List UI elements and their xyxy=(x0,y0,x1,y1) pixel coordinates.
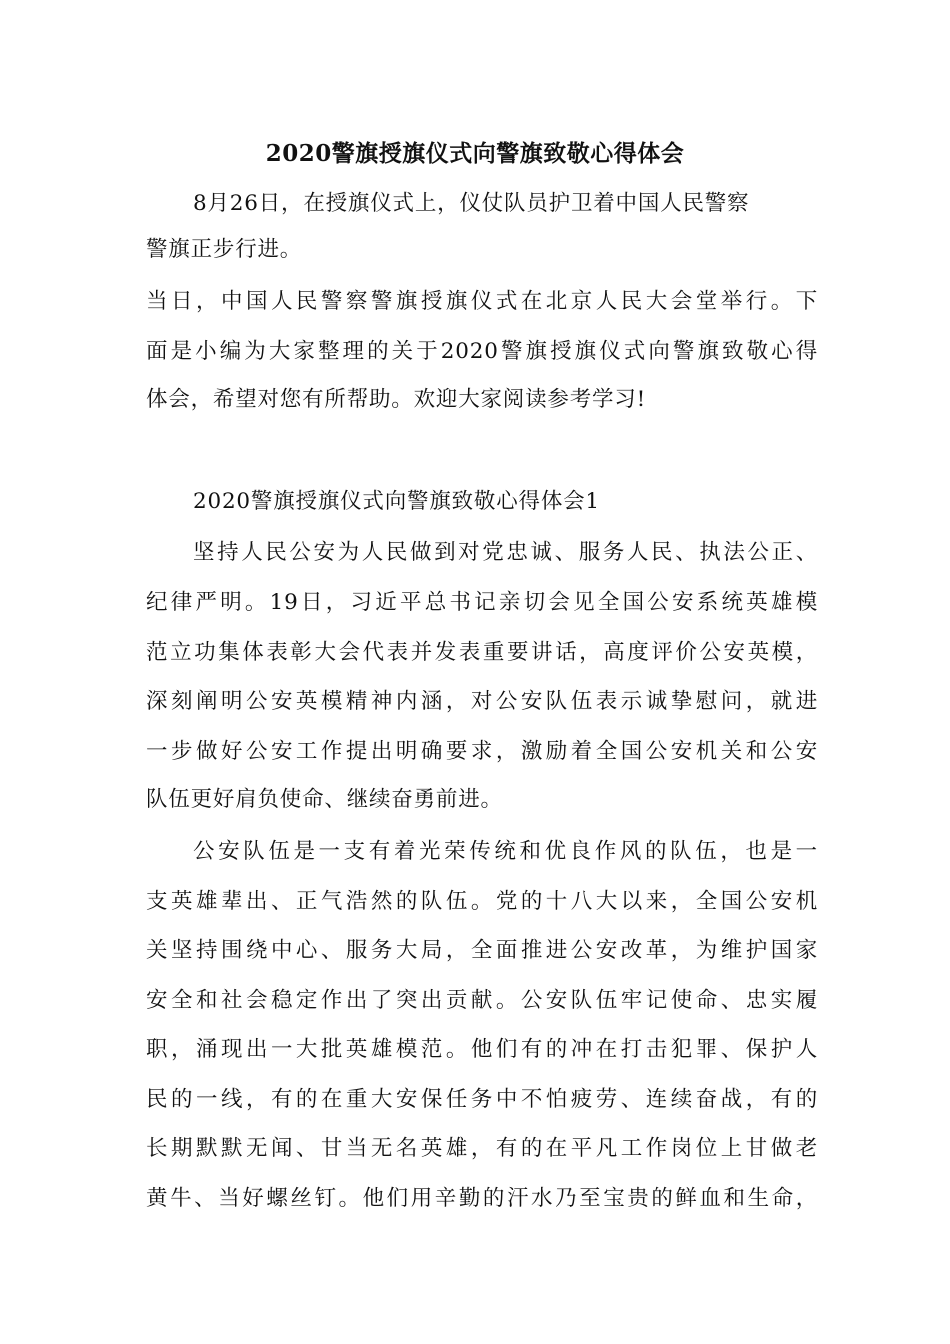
paragraph-line: 关坚持围绕中心、服务大局，全面推进公安改革，为维护国家 xyxy=(146,938,818,963)
intro-line: 8月26日，在授旗仪式上，仪仗队员护卫着中国人民警察 xyxy=(193,191,750,216)
paragraph-line: 范立功集体表彰大会代表并发表重要讲话，高度评价公安英模， xyxy=(146,640,818,665)
intro-line: 体会，希望对您有所帮助。欢迎大家阅读参考学习! xyxy=(146,387,647,412)
paragraph-line: 民的一线，有的在重大安保任务中不怕疲劳、连续奋战，有的 xyxy=(146,1087,818,1112)
paragraph-line: 安全和社会稳定作出了突出贡献。公安队伍牢记使命、忠实履 xyxy=(146,988,818,1013)
intro-line: 面是小编为大家整理的关于2020警旗授旗仪式向警旗致敬心得 xyxy=(146,339,818,364)
paragraph-line: 纪律严明。19日，习近平总书记亲切会见全国公安系统英雄模 xyxy=(146,590,818,615)
paragraph-line: 队伍更好肩负使命、继续奋勇前进。 xyxy=(146,787,503,812)
paragraph-line: 职，涌现出一大批英雄模范。他们有的冲在打击犯罪、保护人 xyxy=(146,1037,818,1062)
intro-line: 警旗正步行进。 xyxy=(146,237,303,262)
document-title: 2020警旗授旗仪式向警旗致敬心得体会 xyxy=(265,140,685,167)
paragraph-line: 一步做好公安工作提出明确要求，激励着全国公安机关和公安 xyxy=(146,739,818,764)
paragraph-line: 深刻阐明公安英模精神内涵，对公安队伍表示诚挚慰问，就进 xyxy=(146,689,818,714)
paragraph-line: 黄牛、当好螺丝钉。他们用辛勤的汗水乃至宝贵的鲜血和生命， xyxy=(146,1186,818,1211)
intro-line: 当日，中国人民警察警旗授旗仪式在北京人民大会堂举行。下 xyxy=(146,289,818,314)
paragraph-line: 公安队伍是一支有着光荣传统和优良作风的队伍，也是一 xyxy=(193,839,818,864)
paragraph-line: 支英雄辈出、正气浩然的队伍。党的十八大以来，全国公安机 xyxy=(146,889,818,914)
paragraph-line: 坚持人民公安为人民做到对党忠诚、服务人民、执法公正、 xyxy=(193,540,818,565)
section-heading: 2020警旗授旗仪式向警旗致敬心得体会1 xyxy=(193,489,600,514)
paragraph-line: 长期默默无闻、甘当无名英雄，有的在平凡工作岗位上甘做老 xyxy=(146,1136,818,1161)
